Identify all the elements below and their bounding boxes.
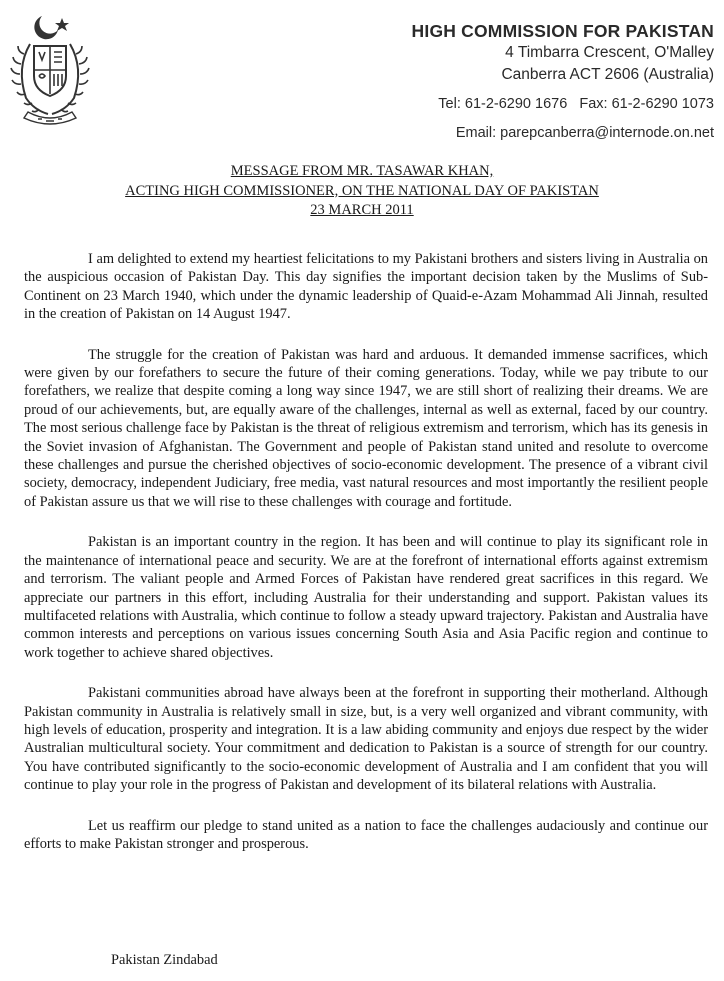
- title-line-1: MESSAGE FROM MR. TASAWAR KHAN,: [230, 163, 494, 179]
- title-line-3: 23 MARCH 2011: [310, 202, 414, 218]
- message-title: [0, 162, 724, 221]
- pakistan-emblem-icon: [8, 10, 90, 128]
- address-line-1: 4 Timbarra Crescent, O'Malley: [505, 44, 714, 61]
- email-address: Email: parepcanberra@internode.on.net: [455, 125, 714, 141]
- paragraph-2: The struggle for the creation of Pakistan was hard and arduous. It demanded immense sacrifices, which were given by our forefathers to secure the future of their coming generations. Today, while we pay tribute to our forefathers, we realize that despite coming a long way since 1947, we are still short of realizing their dreams. We are proud of our achievements, but, are equally aware of the challenges, internal as well as external, faced by our country. The most serious challenge face by Pakistan is the threat of religious extremism and terrorism, which has its genesis in the Soviet invasion of Afghanistan. The Government and people of Pakistan stand united and resolute to overcome these challenges and pursue the cherished objectives of socio-economic development. The presence of a vibrant civil society, democracy, independent Judiciary, free media, vast natural resources and most importantly the resilient people of Pakistan assure us that we will rise to these challenges with courage and fortitude.: [24, 346, 708, 510]
- fax-number: Fax: 61-2-6290 1073: [579, 96, 714, 112]
- phone-fax-line: [294, 93, 714, 115]
- paragraph-4: Pakistani communities abroad have always been at the forefront in supporting their motherland. Although Pakistan community in Australia is relatively small in size, but, is a very well organized and vibrant community, with high levels of education, prosperity and integration. It is a law abiding community and enjoys due respect by the wider Australian multicultural society. Your commitment and dedication to Pakistan is a source of strength for our country. You have contributed significantly to the socio-economic development of Australia and I am confident that you will continue to play your role in the progress of Pakistan and development of its bilateral relations with Australia.: [24, 685, 708, 794]
- title-line-2: ACTING HIGH COMMISSIONER, ON THE NATIONAL DAY OF PAKISTAN: [125, 182, 599, 199]
- closing-salutation: Pakistan Zindabad: [111, 952, 218, 968]
- letterhead: [294, 20, 714, 144]
- paragraph-1: I am delighted to extend my heartiest felicitations to my Pakistani brothers and sisters living in Australia on the auspicious occasion of Pakistan Day. This day signifies the important decision taken by the Muslims of Sub-Continent on 23 March 1940, which under the dynamic leadership of Quaid-e-Azam Mohammad Ali Jinnah, resulted in the creation of Pakistan on 14 August 1947.: [24, 251, 708, 323]
- paragraph-3: Pakistan is an important country in the region. It has been and will continue to play its significant role in the maintenance of international peace and security. We are at the forefront of international efforts against extremism and terrorism. The valiant people and Armed Forces of Pakistan have rendered great sacrifices in this regard. We appreciate our partners in this effort, including Australia for their understanding and support. Pakistan values its multifaceted relations with Australia, which continue to follow a steady upward trajectory. Pakistan and Australia have common interests and perceptions on various issues concerning South Asia and Asia Pacific region and continue to work together to achieve shared objectives.: [24, 534, 708, 661]
- address-line-2: Canberra ACT 2606 (Australia): [501, 66, 714, 83]
- paragraph-5: Let us reaffirm our pledge to stand united as a nation to face the challenges audaciously and continue our efforts to make Pakistan stronger and prosperous.: [24, 817, 708, 852]
- org-name: HIGH COMMISSION FOR PAKISTAN: [411, 21, 714, 41]
- message-body: [24, 250, 708, 875]
- telephone-number: Tel: 61-2-6290 1676: [438, 96, 568, 112]
